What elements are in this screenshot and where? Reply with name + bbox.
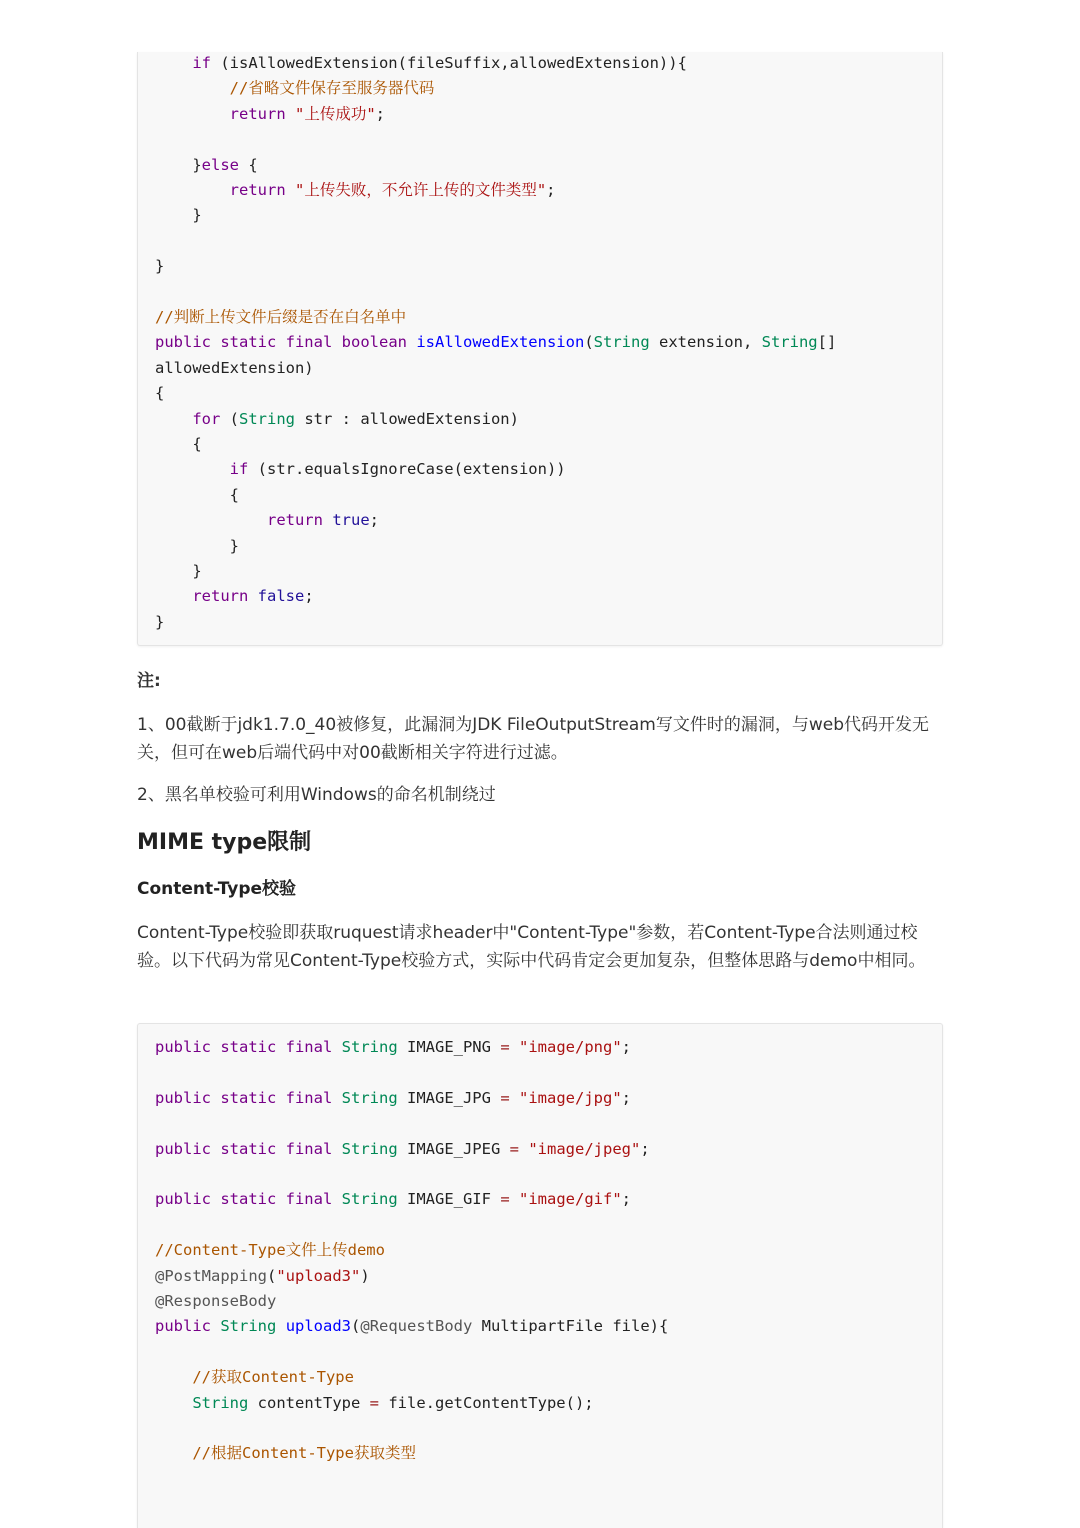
code-token: [286, 105, 295, 123]
code-token: [510, 1190, 519, 1208]
code-token: return: [155, 104, 286, 123]
code-line: [155, 102, 385, 127]
code-token: String: [341, 1139, 398, 1158]
code-token: ;: [304, 587, 314, 606]
code-token: true: [332, 511, 370, 530]
code-token: [332, 1190, 341, 1208]
code-token: return: [155, 511, 323, 530]
code-line: [155, 178, 556, 203]
code-line: [155, 381, 164, 406]
code-token: [286, 181, 295, 199]
code-token: (: [584, 333, 594, 352]
code-token: =: [500, 1190, 510, 1209]
code-token: [407, 333, 416, 351]
code-line: [155, 432, 202, 457]
code-token: @ResponseBody: [155, 1292, 277, 1310]
code-token: "image/gif": [519, 1190, 622, 1209]
code-block-content-type: [137, 1023, 943, 1528]
code-line: [155, 254, 164, 279]
code-token: String: [593, 333, 650, 352]
code-line: [155, 610, 164, 635]
section-heading: MIME type限制: [137, 830, 312, 855]
code-token: //获取Content-Type: [155, 1368, 354, 1387]
code-token: ;: [375, 104, 386, 123]
code-line: [155, 153, 258, 178]
code-line: [155, 52, 687, 76]
code-token: allowedExtension): [155, 358, 314, 377]
code-line: [155, 76, 434, 101]
code-line: [155, 1441, 416, 1466]
code-token: =: [509, 1139, 519, 1158]
code-token: String: [761, 333, 818, 352]
code-line: [155, 559, 202, 584]
code-token: IMAGE_JPEG: [397, 1139, 510, 1158]
code-token: public static final: [155, 1038, 333, 1056]
code-token: [332, 1089, 341, 1107]
note-item-1: 1、00截断于jdk1.7.0_40被修复，此漏洞为JDK FileOutputStream写文件时的漏洞，与web代码开发无关，但可在web后端代码中对00截断相关字符进行过滤。: [137, 715, 930, 763]
code-token: (str.equalsIgnoreCase(extension)): [248, 460, 566, 479]
code-line: [155, 1238, 385, 1263]
code-line: [155, 1035, 631, 1060]
code-token: public static final: [155, 1088, 333, 1107]
code-token: {: [239, 155, 258, 174]
code-line: [155, 1365, 354, 1390]
code-token: upload3: [285, 1317, 352, 1336]
code-line: [155, 1264, 370, 1289]
code-token: @RequestBody: [360, 1317, 473, 1336]
code-token: (: [220, 409, 239, 428]
code-token: (: [351, 1317, 361, 1336]
code-token: [211, 1317, 220, 1335]
code-token: [519, 1140, 528, 1158]
code-token: [248, 587, 257, 605]
code-token: "上传成功": [295, 104, 376, 123]
code-token: ;: [546, 181, 556, 199]
code-token: []: [817, 333, 837, 352]
section-subheading: Content-Type校验: [137, 879, 297, 899]
code-line: [155, 203, 202, 228]
code-line: [155, 534, 239, 559]
code-token: =: [369, 1393, 379, 1412]
code-token: isAllowedExtension: [416, 333, 585, 352]
code-line: [155, 1187, 631, 1212]
code-token: "image/png": [519, 1038, 622, 1056]
code-line: [155, 584, 314, 609]
code-token: ;: [621, 1038, 631, 1056]
code-token: //省略文件保存至服务器代码: [155, 79, 435, 98]
code-token: [332, 1038, 341, 1056]
code-token: ;: [640, 1139, 650, 1158]
code-token: }: [155, 257, 165, 276]
code-token: IMAGE_PNG: [397, 1038, 501, 1056]
code-token: }: [155, 155, 202, 174]
code-token: [276, 1317, 285, 1335]
code-token: }: [155, 562, 202, 580]
code-token: return: [155, 181, 286, 199]
code-token: String: [239, 409, 295, 428]
code-token: if: [155, 54, 211, 72]
code-line: [155, 1086, 631, 1111]
code-token: [332, 333, 341, 351]
code-token: IMAGE_GIF: [397, 1190, 501, 1209]
code-token: "upload3": [276, 1266, 361, 1285]
code-line: [155, 356, 314, 381]
code-token: else: [201, 155, 239, 174]
code-token: }: [155, 206, 202, 225]
code-line: [155, 1314, 668, 1339]
code-token: [510, 1038, 519, 1056]
code-line: [155, 457, 566, 482]
code-token: file.getContentType();: [379, 1393, 594, 1412]
code-token: {: [155, 435, 202, 453]
code-token: {: [155, 485, 239, 504]
code-line: [155, 407, 519, 432]
code-token: String: [341, 1038, 398, 1056]
code-token: public static final: [155, 333, 333, 352]
code-token: public static final: [155, 1190, 333, 1209]
code-token: //Content-Type文件上传demo: [155, 1241, 385, 1260]
code-line: [155, 305, 406, 330]
note-item-2: 2、黑名单校验可利用Windows的命名机制绕过: [137, 785, 496, 805]
code-token: =: [500, 1038, 510, 1056]
code-token: contentType: [248, 1393, 370, 1412]
code-line: [155, 1289, 276, 1314]
code-token: [332, 1140, 341, 1158]
code-token: MultipartFile file){: [472, 1317, 669, 1336]
code-token: str : allowedExtension): [295, 409, 519, 428]
code-token: //判断上传文件后缀是否在白名单中: [155, 308, 407, 326]
code-token: String: [220, 1317, 277, 1336]
code-token: ;: [369, 511, 379, 530]
code-token: boolean: [341, 333, 407, 352]
code-token: }: [155, 612, 165, 631]
code-token: for: [155, 409, 221, 428]
code-token: {: [155, 384, 165, 403]
code-token: false: [257, 587, 305, 606]
code-token: if: [155, 460, 249, 479]
code-token: ;: [621, 1088, 631, 1107]
code-line: [155, 1137, 650, 1162]
code-token: extension,: [649, 333, 762, 352]
code-token: (: [266, 1266, 277, 1285]
code-token: "image/jpg": [519, 1088, 622, 1107]
code-token: String: [155, 1393, 249, 1412]
code-block-whitelist-extension: [137, 52, 943, 646]
code-token: =: [500, 1088, 510, 1107]
code-line: [155, 508, 379, 533]
code-token: String: [341, 1190, 398, 1209]
note-label: 注:: [137, 671, 161, 691]
code-token: "上传失败，不允许上传的文件类型": [295, 181, 547, 199]
code-token: public static final: [155, 1139, 333, 1158]
code-token: [323, 511, 332, 529]
code-token: String: [341, 1088, 398, 1107]
code-token: "image/jpeg": [528, 1139, 641, 1158]
code-token: return: [155, 587, 249, 606]
code-line: [155, 330, 836, 355]
code-line: [155, 1391, 594, 1416]
code-token: [510, 1089, 519, 1107]
code-token: }: [155, 536, 239, 555]
code-token: public: [155, 1317, 211, 1336]
code-line: [155, 483, 239, 508]
section-paragraph: Content-Type校验即获取ruquest请求header中"Content-Type"参数，若Content-Type合法则通过校验。以下代码为常见Content-Type校验方式，实际中代码肯定会更加复杂，但整体思路与demo中相同。: [137, 923, 926, 971]
code-token: (isAllowedExtension(fileSuffix,allowedExtension)){: [211, 54, 687, 72]
code-token: ): [360, 1266, 370, 1285]
code-token: //根据Content-Type获取类型: [155, 1444, 416, 1463]
code-token: @PostMapping: [155, 1266, 267, 1285]
code-token: ;: [621, 1190, 631, 1209]
code-token: IMAGE_JPG: [397, 1088, 501, 1107]
